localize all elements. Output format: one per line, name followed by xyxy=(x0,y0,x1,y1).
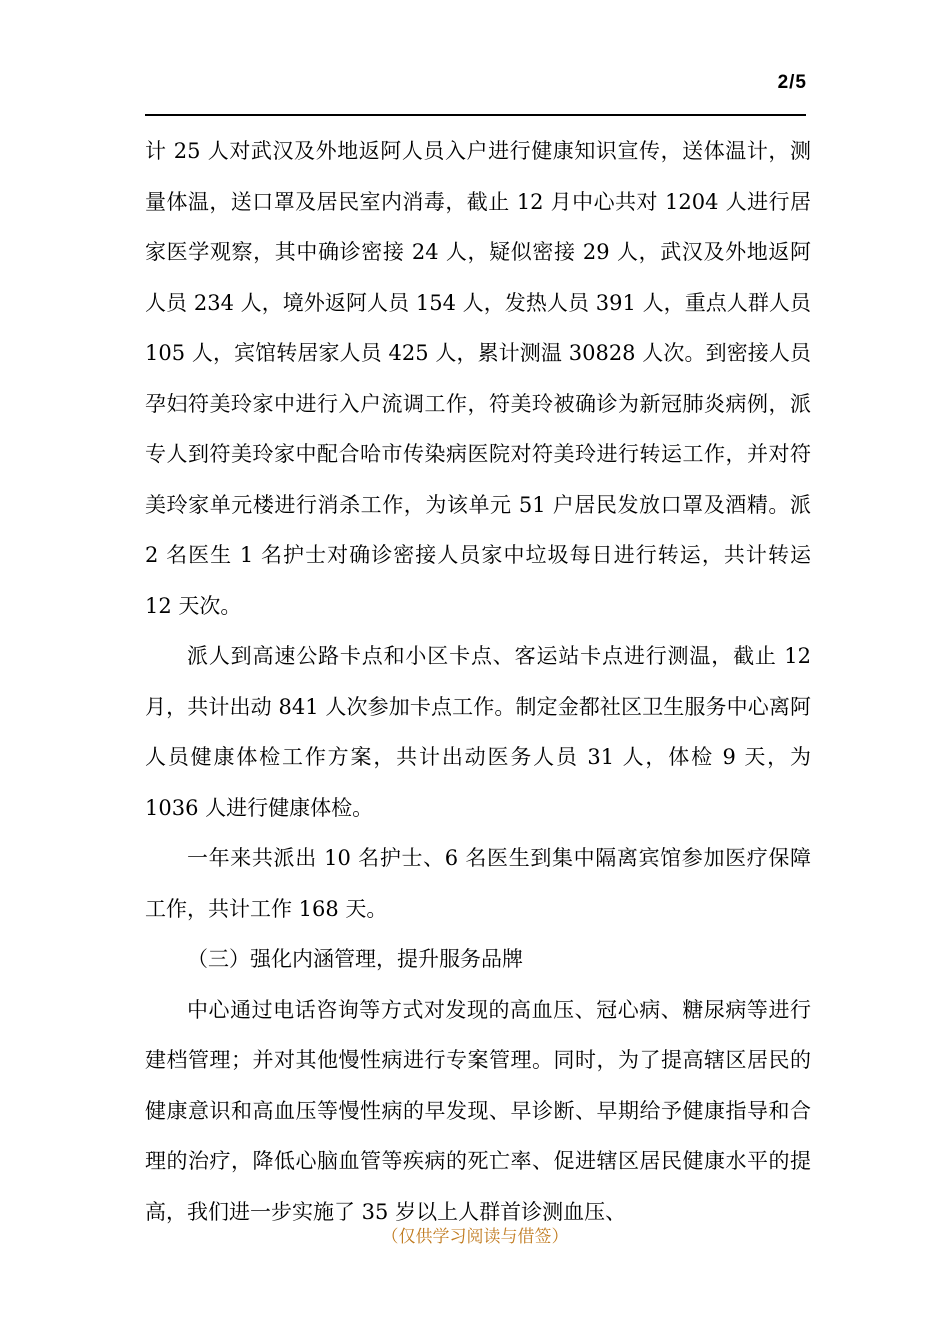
header-divider xyxy=(145,114,806,116)
section-heading: （三）强化内涵管理，提升服务品牌 xyxy=(187,947,523,971)
page-number: 2/5 xyxy=(777,72,807,93)
paragraph-quarantine-hotel-support: 一年来共派出 10 名护士、6 名医生到集中隔离宾馆参加医疗保障工作，共计工作 168 天。 xyxy=(145,846,811,921)
document-body xyxy=(145,126,811,1237)
paragraph-epidemic-home-observation: 计 25 人对武汉及外地返阿人员入户进行健康知识宣传，送体温计，测量体温，送口罩及居民室内消毒，截止 12 月中心共对 1204 人进行居家医学观察，其中确诊密接 24 人，疑似密接 29 人，武汉及外地返阿人员 234 人，境外返阿人员 154 人，发热人员 391 人，重点人群人员 105 人，宾馆转居家人员 425 人，累计测温 30828 人次。到密接人员孕妇符美玲家中进行入户流调工作，符美玲被确诊为新冠肺炎病例，派专人到符美玲家中配合哈市传染病医院对符美玲进行转运工作，并对符美玲家单元楼进行消杀工作，为该单元 51 户居民发放口罩及酒精。派 2 名医生 1 名护士对确诊密接人员家中垃圾每日进行转运，共计转运 12 天次。 xyxy=(145,139,811,618)
paragraph-chronic-disease-management: 中心通过电话咨询等方式对发现的高血压、冠心病、糖尿病等进行建档管理；并对其他慢性病进行专案管理。同时，为了提高辖区居民的健康意识和高血压等慢性病的早发现、早诊断、早期给予健康指导和合理的治疗，降低心脑血管等疾病的死亡率、促进辖区居民健康水平的提高，我们进一步实施了 35 岁以上人群首诊测血压、 xyxy=(145,997,811,1224)
paragraph-checkpoint-temperature: 派人到高速公路卡点和小区卡点、客运站卡点进行测温，截止 12 月，共计出动 841 人次参加卡点工作。制定金都社区卫生服务中心离阿人员健康体检工作方案，共计出动医务人员 31 人，体检 9 天，为 1036 人进行健康体检。 xyxy=(145,644,811,820)
footer-disclaimer: （仅供学习阅读与借签） xyxy=(381,1227,569,1247)
